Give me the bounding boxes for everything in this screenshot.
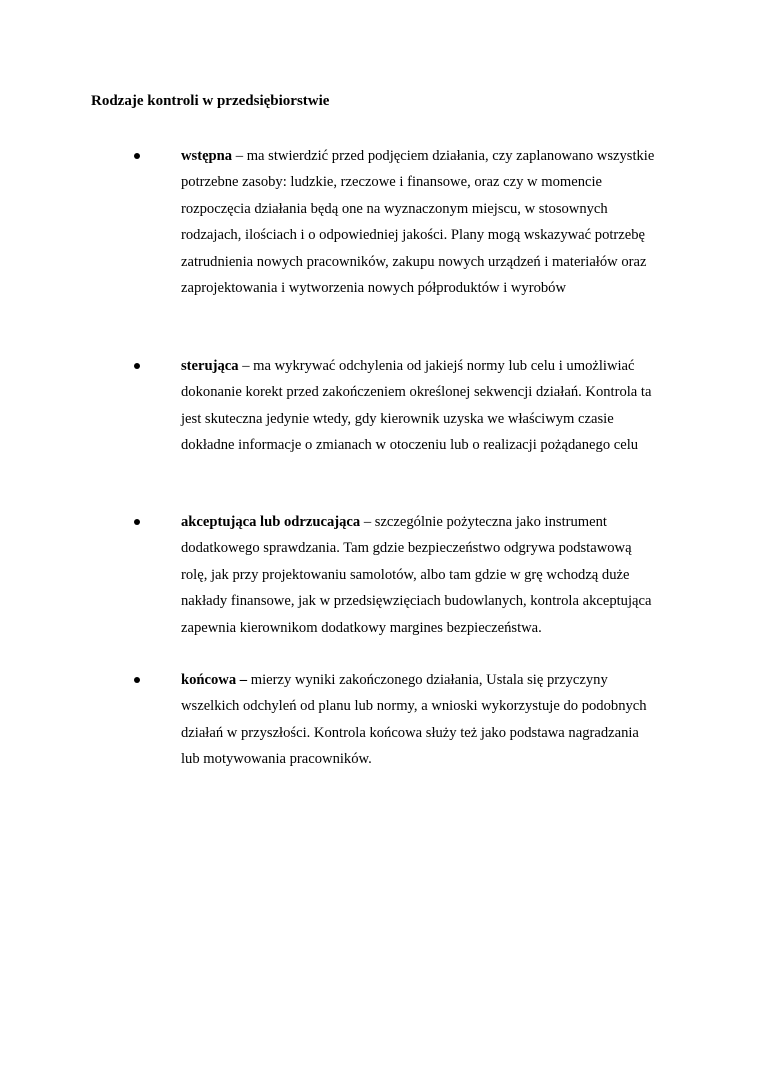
list-item-term: akceptująca lub odrzucająca xyxy=(181,514,361,530)
list-item-description: mierzy wyniki zakończonego działania, Ustala się przyczyny wszelkich odchyleń od planu lub normy, a wnioski wykorzystuje do podobnych działań w przyszłości. Kontrola końcowa służy też jako podstawa nagradzania lub motywowania pracowników. xyxy=(181,672,647,768)
bullet-icon xyxy=(134,519,140,525)
bullet-icon xyxy=(134,677,140,683)
page-title: Rodzaje kontroli w przedsiębiorstwie xyxy=(91,93,330,109)
list-item-term: końcowa – xyxy=(181,672,248,688)
list-item-term: sterująca xyxy=(181,358,239,374)
list-item-description: – szczególnie pożyteczna jako instrument dodatkowego sprawdzania. Tam gdzie bezpieczeństwo odgrywa podstawową rolę, jak przy projektowaniu samolotów, albo tam gdzie w grę wchodzą duże nakłady finansowe, jak w przedsięwzięciach budowlanych, kontrola akceptująca zapewnia kierownikom dodatkowy margines bezpieczeństwa. xyxy=(181,514,652,636)
list-item-text xyxy=(181,143,661,301)
list-item-text xyxy=(181,509,661,641)
list-item-text xyxy=(181,353,661,459)
list-item-text xyxy=(181,667,661,773)
list-item-term: wstępna xyxy=(181,148,233,164)
list-item-description: – ma wykrywać odchylenia od jakiejś normy lub celu i umożliwiać dokonanie korekt przed zakończeniem określonej sekwencji działań. Kontrola ta jest skuteczna jedynie wtedy, gdy kierownik uzyska we właściwym czasie dokładne informacje o zmianach w otoczeniu lub o realizacji pożądanego celu xyxy=(181,358,652,454)
bullet-icon xyxy=(134,153,140,159)
list-item-description: – ma stwierdzić przed podjęciem działania, czy zaplanowano wszystkie potrzebne zasoby: ludzkie, rzeczowe i finansowe, oraz czy w momencie rozpoczęcia działania będą one na wyznaczonym miejscu, w stosownych rodzajach, ilościach i o odpowiedniej jakości. Plany mogą wskazywać potrzebę zatrudnienia nowych pracowników, zakupu nowych urządzeń i materiałów oraz zaprojektowania i wytworzenia nowych półproduktów i wyrobów xyxy=(181,148,655,297)
bullet-icon xyxy=(134,363,140,369)
